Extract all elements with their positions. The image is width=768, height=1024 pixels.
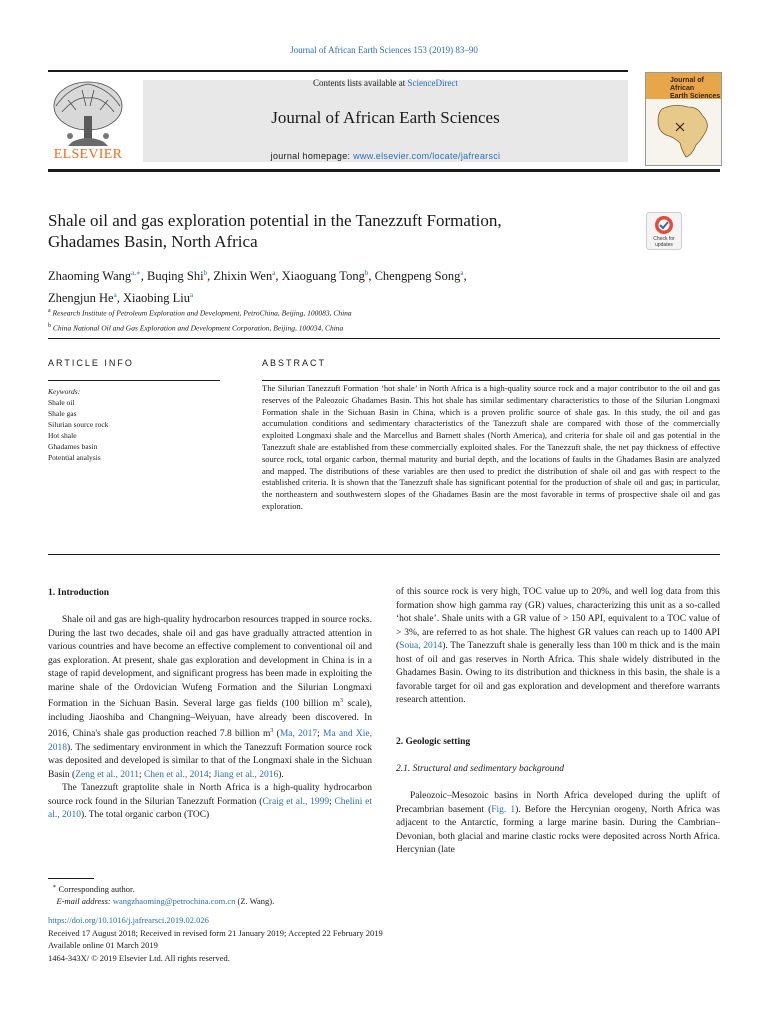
journal-reference[interactable]: Journal of African Earth Sciences 153 (2019) 83–90	[290, 45, 478, 55]
header-top-rule	[48, 70, 628, 72]
affiliations	[48, 305, 648, 334]
africa-map-icon	[652, 101, 714, 161]
author-name: Xiaoguang Tong	[281, 269, 365, 284]
author-affil-mark[interactable]: a	[189, 291, 194, 300]
article-info-rule	[48, 380, 220, 381]
citation-link[interactable]: Zeng et al., 2011	[75, 769, 139, 780]
author-name: Chengpeng Song	[374, 269, 461, 284]
author-affil-mark[interactable]: a	[272, 269, 276, 277]
intro-paragraph-1: Shale oil and gas are high-quality hydrocarbon resources trapped in source rocks. During the last two decades, shale oil and gas have gradually attracted attention in various countries and have become an effective complement to conventional oil and gas exploration. At present, shale gas exploration and development in China is in a stage of rapid development, and significant progress has been made in exploiting the marine shale of the Ordovician Wufeng Formation and the Silurian Longmaxi Formation in the Sichuan Basin. Several large gas fields (100 billion $m^3$ scale), including Jiaoshiba and Changning–Weiyuan, have already been discovered. In 2016, China's shale gas production reached 7.8 billion $m^3$ (Ma, 2017; Ma and Xie, 2018). The sedimentary environment in which the Tanezzuft Formation source rock was deposited and developed is similar to that of the Longmaxi shale in the Sichuan Basin (Zeng et al., 2011; Chen et al., 2014; Jiang et al., 2016).	[48, 615, 373, 780]
svg-text:Check for: Check for	[653, 236, 675, 242]
copyright: 1464-343X/ © 2019 Elsevier Ltd. All rights reserved.	[48, 952, 230, 963]
author-affil-mark[interactable]: b	[364, 269, 369, 277]
section-heading-geologic-setting: 2. Geologic setting	[396, 737, 471, 747]
journal-title: Journal of African Earth Sciences	[271, 108, 500, 127]
author-name: Zhixin Wen	[213, 269, 273, 284]
author-line-2: Zhengjun He$^a$, Xiaobing Liu$^a$	[48, 291, 194, 306]
geo-paragraph-1: Paleozoic–Mesozoic basins in North Africa developed during the uplift of Precambrian basement (Fig. 1). Before the Hercynian orogeny, North Africa was adjacent to the Antarctic, forming a large marine basin. During the Cambrian–Devonian, both glacial and marine clastic rocks were deposited across North Africa. Hercynian (late	[396, 791, 720, 855]
keyword: Silurian source rock	[48, 420, 109, 429]
article-footer	[48, 914, 508, 964]
author-affil-mark[interactable]: a,∗	[131, 269, 141, 277]
keyword: Hot shale	[48, 431, 77, 440]
right-column-text	[396, 586, 720, 708]
author-affil-mark[interactable]: a	[460, 269, 464, 277]
author-name: Zhaoming Wang	[48, 269, 132, 284]
divider	[48, 554, 720, 555]
author-list	[48, 264, 648, 308]
doi-link[interactable]: https://doi.org/10.1016/j.jafrearsci.2019.02.026	[48, 915, 209, 925]
author-name: Buqing Shi	[147, 269, 204, 284]
figure-link[interactable]: Fig. 1	[491, 804, 516, 815]
homepage-link[interactable]: www.elsevier.com/locate/jafrearsci	[353, 151, 501, 161]
author-affil-mark[interactable]: a	[113, 291, 117, 300]
affiliation-b: $^b$ China National Oil and Gas Exploration and Development Corporation, Beijing, 100034, China	[48, 322, 344, 332]
footnote-rule	[48, 878, 94, 879]
elsevier-wordmark: ELSEVIER	[53, 147, 123, 162]
citation-link[interactable]: Ma and Xie, 2018	[48, 729, 373, 753]
geologic-setting-text	[396, 790, 720, 858]
abstract-heading: ABSTRACT	[262, 358, 327, 368]
author-name: Zhengjun He	[48, 291, 114, 306]
abstract-rule	[262, 380, 720, 381]
subsection-heading-structural: 2.1. Structural and sedimentary background	[396, 764, 564, 774]
divider	[48, 338, 720, 339]
svg-text:updates: updates	[655, 242, 673, 248]
article-info-heading: ARTICLE INFO	[48, 358, 134, 368]
header-bottom-rule	[48, 169, 720, 172]
section-heading-introduction: 1. Introduction	[48, 588, 110, 598]
citation-link[interactable]: Soua, 2014	[399, 641, 443, 651]
citation-link[interactable]: Chelini et al., 2010	[48, 796, 372, 821]
cover-title: Journal of African Earth Sciences	[670, 77, 721, 100]
journal-cover-thumbnail[interactable]	[645, 72, 722, 166]
keywords-list	[48, 386, 220, 463]
corresponding-author-footnote: ∗ Corresponding author. E-mail address: wangzhaoming@petrochina.com.cn (Z. Wang).	[52, 883, 275, 907]
author-affil-mark[interactable]: b	[203, 269, 208, 277]
article-title: Shale oil and gas exploration potential in the Tanezzuft Formation, Ghadames Basin, North Africa	[48, 211, 502, 251]
left-column-text	[48, 614, 372, 823]
abstract-text: The Silurian Tanezzuft Formation ‘hot shale’ in North Africa is a high-quality source rock and a major contributor to the oil and gas reserves of the Paleozoic Ghadames Basin. This hot shale has similar sedimentary characteristics to those of the Silurian Longmaxi Formation shale in the Sichuan Basin in China, which is a proven prolific source of shale gas. In this study, the oil and gas accumulation conditions and sedimentary characteristics of the Tanezzuft shale are compared with those of the commercially exploited Longmaxi shale and the Marcellus and Barnett shales (North America), and criteria for shale oil and gas potential in the Tanezzuft shale are established from these commercially exploited shales. For the Tanezzuft shale, the net pay thickness of effective source rock, total organic carbon, thermal maturity and burial depth, and the locations of faults in the Ghadames Basin are analyzed and mapped. The distributions of these variables are then used to predict the distribution of shale oil and gas with respect to the established criteria. It is shown that the Tanezzuft shale has significant potential for the production of shale oil and gas; in particular, the northeastern and southwestern slopes of the Ghadames Basin are the most favorable in terms of prospective shale oil and gas exploration.	[262, 383, 720, 511]
author-line-1: Zhaoming Wang$^{a,∗}$, Buqing Shi$^b$, Zhixin Wen$^a$, Xiaoguang Tong$^b$, Chengpeng Song$^a$,	[48, 269, 467, 284]
email-link[interactable]: wangzhaoming@petrochina.com.cn	[112, 896, 236, 907]
sciencedirect-link[interactable]: ScienceDirect	[407, 78, 458, 88]
keyword: Shale oil	[48, 398, 75, 407]
available-online: Available online 01 March 2019	[48, 940, 158, 950]
journal-homepage: journal homepage: www.elsevier.com/locate/jafrearsci	[270, 151, 501, 161]
citation-link[interactable]: Jiang et al., 2016	[213, 769, 279, 780]
citation-link[interactable]: Ma, 2017	[279, 729, 318, 740]
contents-line: Contents lists available at ScienceDirect	[313, 78, 458, 88]
keyword: Shale gas	[48, 409, 77, 418]
keyword: Potential analysis	[48, 453, 101, 462]
author-name: Xiaobing Liu	[122, 291, 190, 306]
intro-paragraph-continued: of this source rock is very high, TOC value up to 20%, and well log data from this formation show high gamma ray (GR) values, characterizing this unit as a so-called ‘hot shale’. Shale units with a GR value of > 150 API, equivalent to a TOC value of > 3%, are referred to as hot shale. The highest GR values can reach up to 1400 API (Soua, 2014). The Tanezzuft shale is generally less than 100 m thick and is the main host of oil and gas reserves in North Africa. This shale widely distributed in the Ghadames Basin. Owing to its distribution and thickness in this basin, the shale is a favorable target for oil and gas exploration and development and therefore warrants research attention.	[396, 587, 720, 705]
citation-link[interactable]: Craig et al., 1999	[262, 796, 330, 807]
intro-paragraph-2: The Tanezzuft graptolite shale in North Africa is a high-quality hydrocarbon source rock found in the Silurian Tanezzuft Formation (Craig et al., 1999; Chelini et al., 2010). The total organic carbon (TOC)	[48, 783, 372, 821]
keyword: Ghadames basin	[48, 442, 98, 451]
article-history: Received 17 August 2018; Received in revised form 21 January 2019; Accepted 22 February 2019	[48, 927, 383, 938]
affiliation-a: $^a$ Research Institute of Petroleum Exploration and Development, PetroChina, Beijing, 100083, China	[48, 308, 352, 318]
citation-link[interactable]: Chen et al., 2014	[143, 769, 209, 780]
crossmark-check-for-updates-icon[interactable]	[646, 212, 682, 250]
keywords-label: Keywords:	[48, 387, 81, 396]
